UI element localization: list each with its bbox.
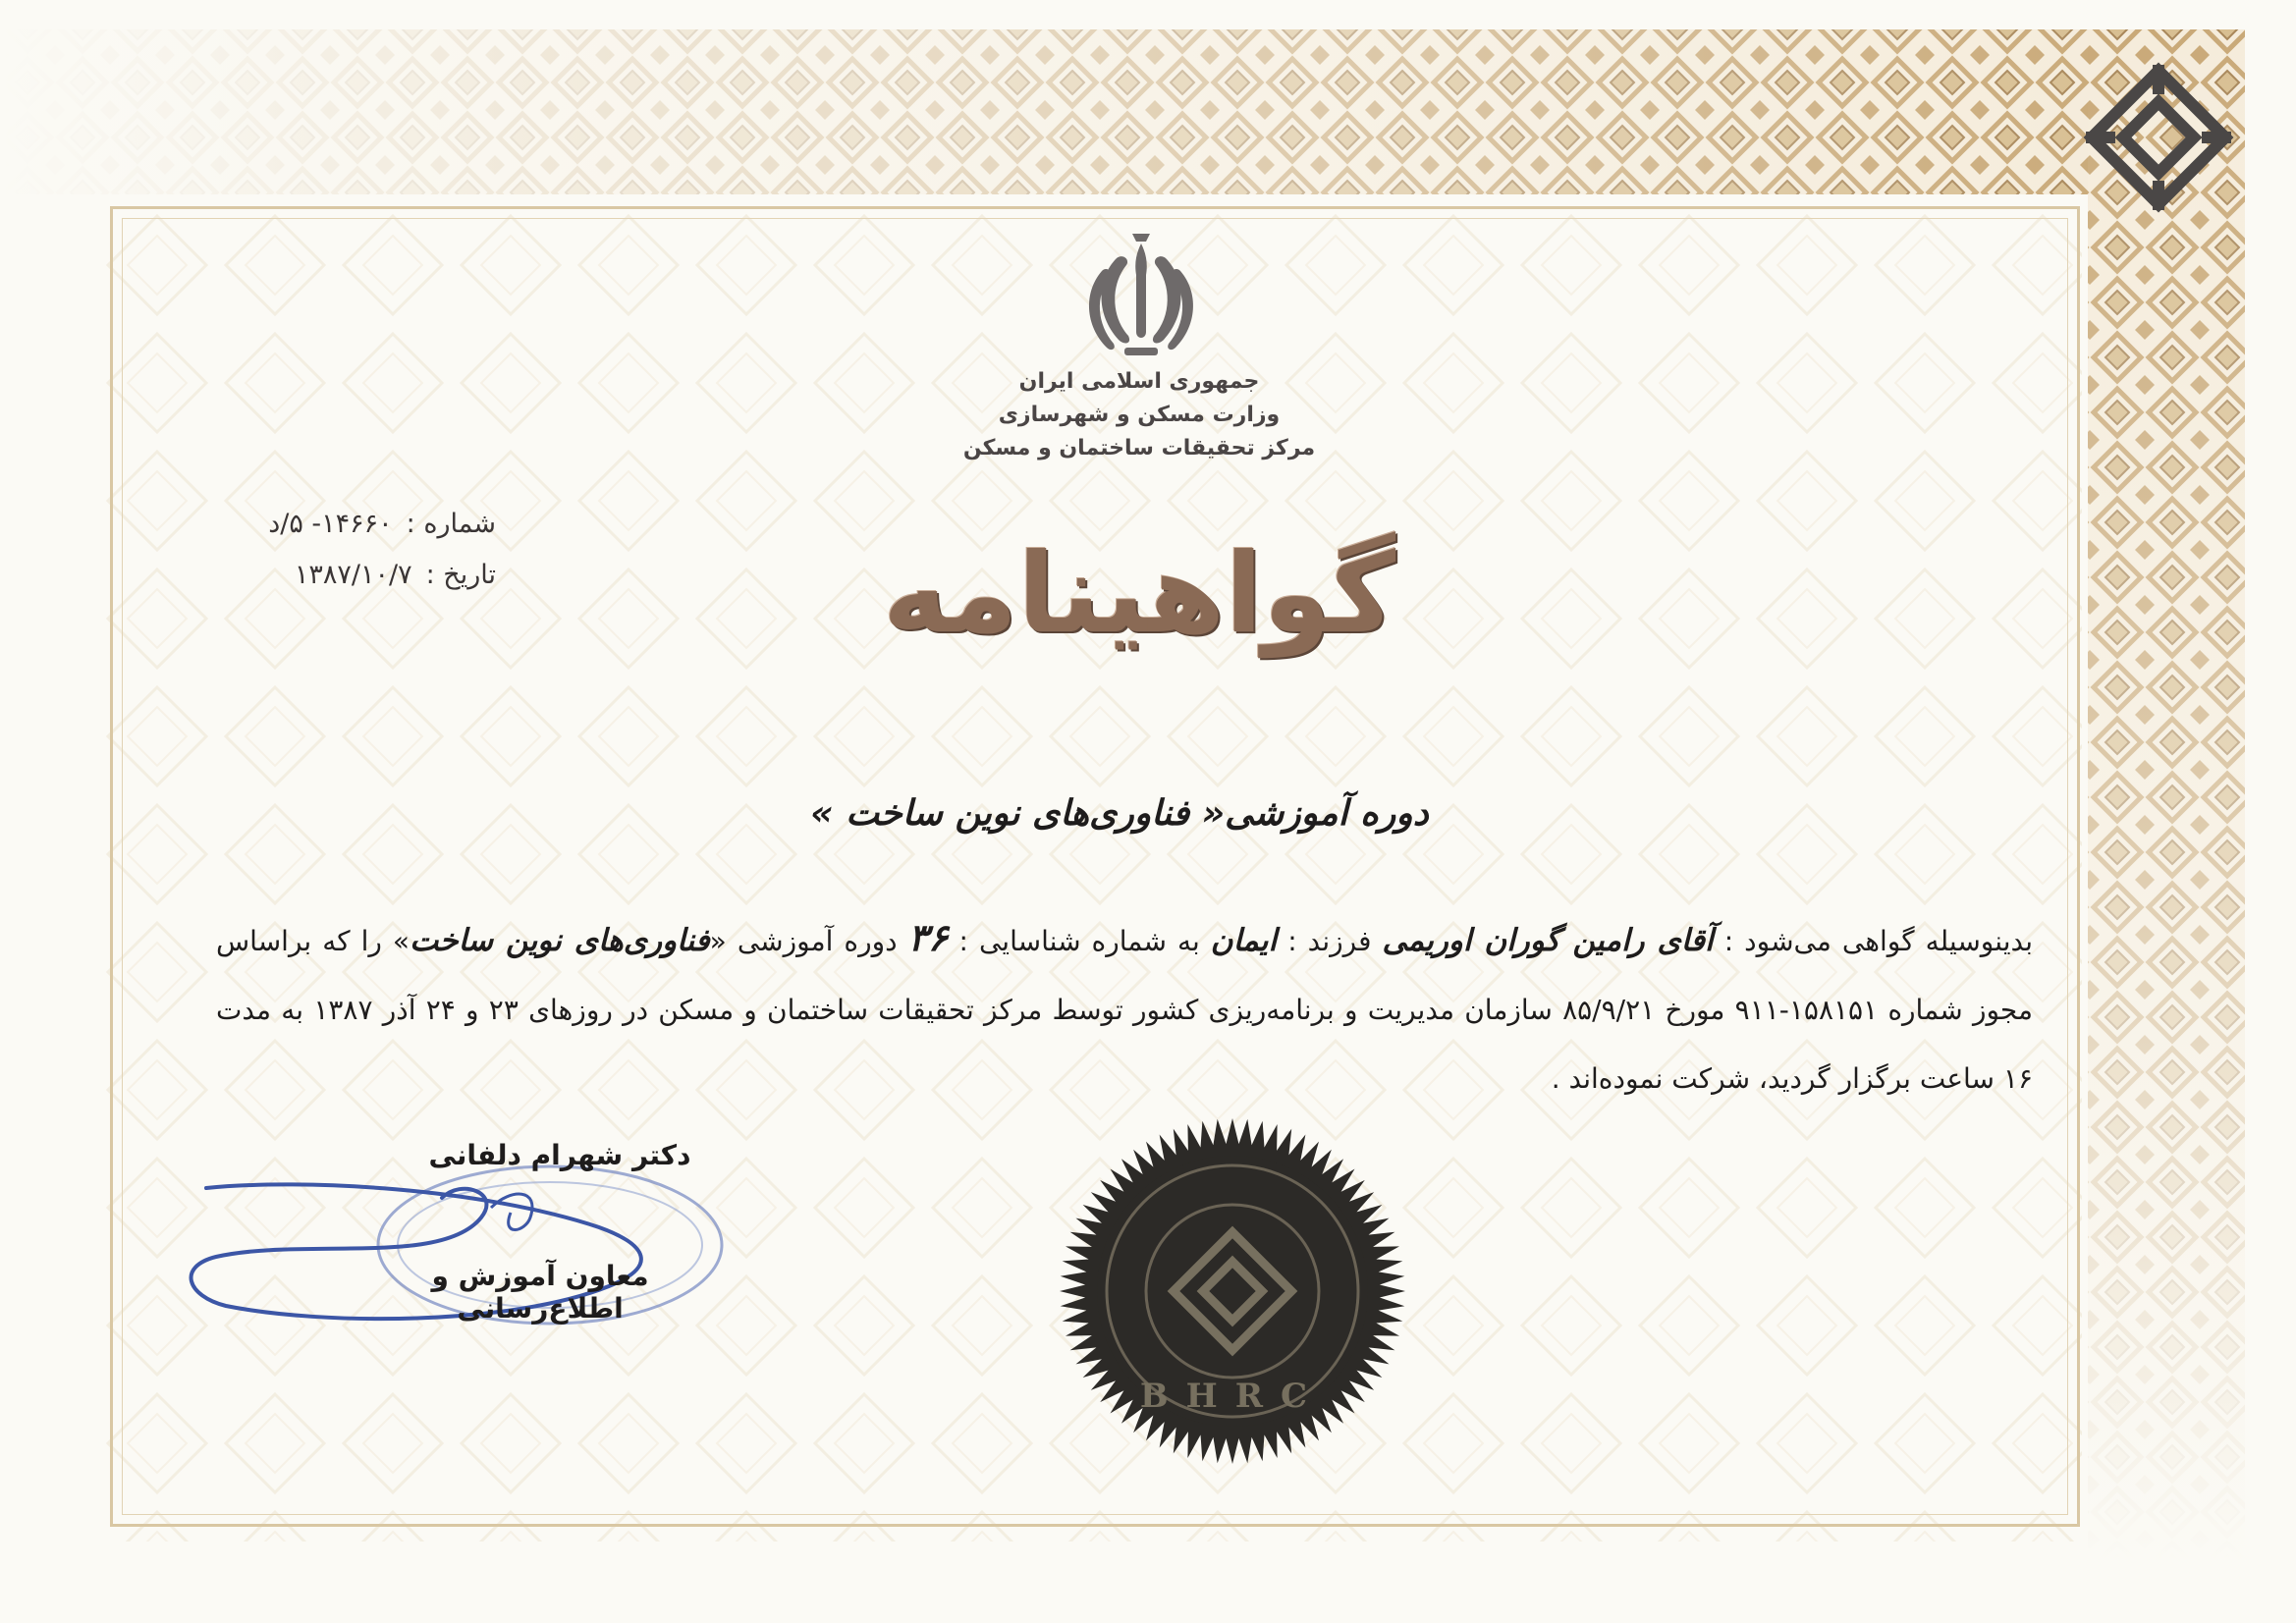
corner-logo-icon	[2080, 59, 2237, 216]
course-suffix: » را که	[322, 925, 410, 957]
date-row	[211, 550, 496, 601]
certificate-title: گواهینامه	[882, 530, 1396, 658]
seal-letters: BHRC	[1139, 1377, 1326, 1416]
ministry-name: وزارت مسکن و شهرسازی	[998, 403, 1281, 427]
course-title: دوره آموزشی« فناوری‌های نوین ساخت »	[810, 793, 1429, 834]
date-label: تاریخ :	[425, 560, 496, 590]
father-label: فرزند :	[1287, 925, 1372, 957]
iran-emblem-icon	[1077, 224, 1205, 361]
number-label: شماره :	[406, 509, 496, 539]
issuer-header	[864, 365, 1414, 465]
date-value: ۱۳۸۷/۱۰/۷	[294, 560, 412, 590]
body-intro: بدینوسیله گواهی می‌شود :	[1723, 925, 2033, 957]
id-label: به شماره شناسایی :	[958, 925, 1200, 957]
course-prefix: دوره آموزشی «	[709, 925, 898, 957]
country-name: جمهوری اسلامی ایران	[1018, 369, 1260, 394]
father-name: ایمان	[1210, 923, 1278, 958]
bhrc-seal	[1056, 1114, 1409, 1468]
certificate-body	[216, 903, 2033, 1113]
id-number: ۳۶	[907, 916, 949, 959]
body-line-3: ۱۳۸۷ به مدت ۱۶ ساعت برگزار گردید، شرکت نموده‌اند .	[216, 994, 2033, 1095]
number-row	[211, 499, 496, 550]
signer-name: دکتر شهرام دلفانی	[428, 1139, 691, 1171]
recipient-name: آقای رامین گوران اوریمی	[1382, 923, 1714, 958]
course-name-inline: فناوری‌های نوین ساخت	[410, 923, 710, 958]
document-meta	[211, 499, 496, 601]
center-name: مرکز تحقیقات ساختمان و مسکن	[962, 436, 1316, 460]
signer-role: معاون آموزش و اطلاع‌رسانی	[431, 1260, 649, 1325]
body-line-2: براساس مجوز شماره ۱۵۸۱۵۱-۹۱۱ مورخ ۸۵/۹/۲۱ سازمان مدیریت و برنامه‌ریزی کشور توسط مرکز تحقیقات ساختمان و مسکن در روزهای ۲۳ و ۲۴ آذر	[216, 925, 2034, 1026]
number-value: ۱۴۶۶۰- ۵/د	[268, 509, 393, 539]
